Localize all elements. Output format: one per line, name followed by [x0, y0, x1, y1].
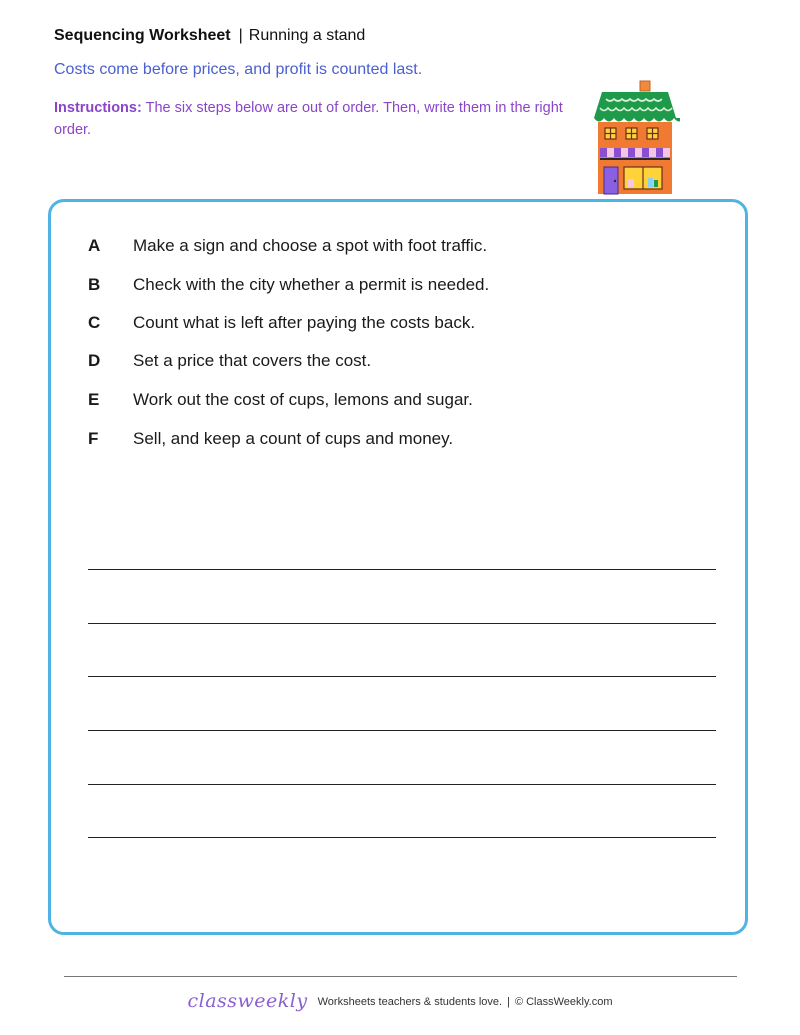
footer [0, 990, 800, 1012]
step-letter: F [88, 429, 99, 448]
worksheet-header [54, 27, 365, 45]
answer-line-5[interactable] [88, 784, 716, 785]
instructions-text: The six steps below are out of order. Then, write them in the right order. [54, 100, 563, 138]
worksheet-subtitle: Costs come before prices, and profit is counted last. [54, 61, 423, 78]
step-letter: D [88, 351, 101, 370]
shop-building-icon [590, 78, 680, 196]
step-text: Sell, and keep a count of cups and money. [133, 429, 454, 448]
steps-card [48, 199, 748, 935]
header-separator: | [238, 27, 243, 44]
answer-line-2[interactable] [88, 623, 716, 624]
step-letter: C [88, 313, 101, 332]
step-text: Work out the cost of cups, lemons and sugar. [133, 390, 473, 409]
step-text: Make a sign and choose a spot with foot traffic. [133, 236, 488, 255]
answer-line-4[interactable] [88, 730, 716, 731]
instructions-lead: Instructions: [54, 100, 142, 116]
footer-separator: | [507, 996, 510, 1008]
answer-line-3[interactable] [88, 676, 716, 677]
footer-tagline: Worksheets teachers & students love. [317, 996, 503, 1008]
step-text: Count what is left after paying the costs back. [133, 313, 476, 332]
step-text: Set a price that covers the cost. [133, 351, 372, 370]
answer-line-1[interactable] [88, 569, 716, 570]
footer-copyright: © ClassWeekly.com [514, 996, 613, 1008]
step-text: Check with the city whether a permit is needed. [133, 275, 490, 294]
step-letter: B [88, 275, 101, 294]
brand-logo: classweekly [187, 990, 308, 1012]
instructions [54, 97, 574, 141]
worksheet-topic: Running a stand [248, 27, 366, 44]
footer-divider [64, 976, 737, 977]
step-letter: E [88, 390, 100, 409]
answer-line-6[interactable] [88, 837, 716, 838]
step-letter: A [88, 236, 101, 255]
worksheet-title: Sequencing Worksheet [54, 27, 231, 44]
